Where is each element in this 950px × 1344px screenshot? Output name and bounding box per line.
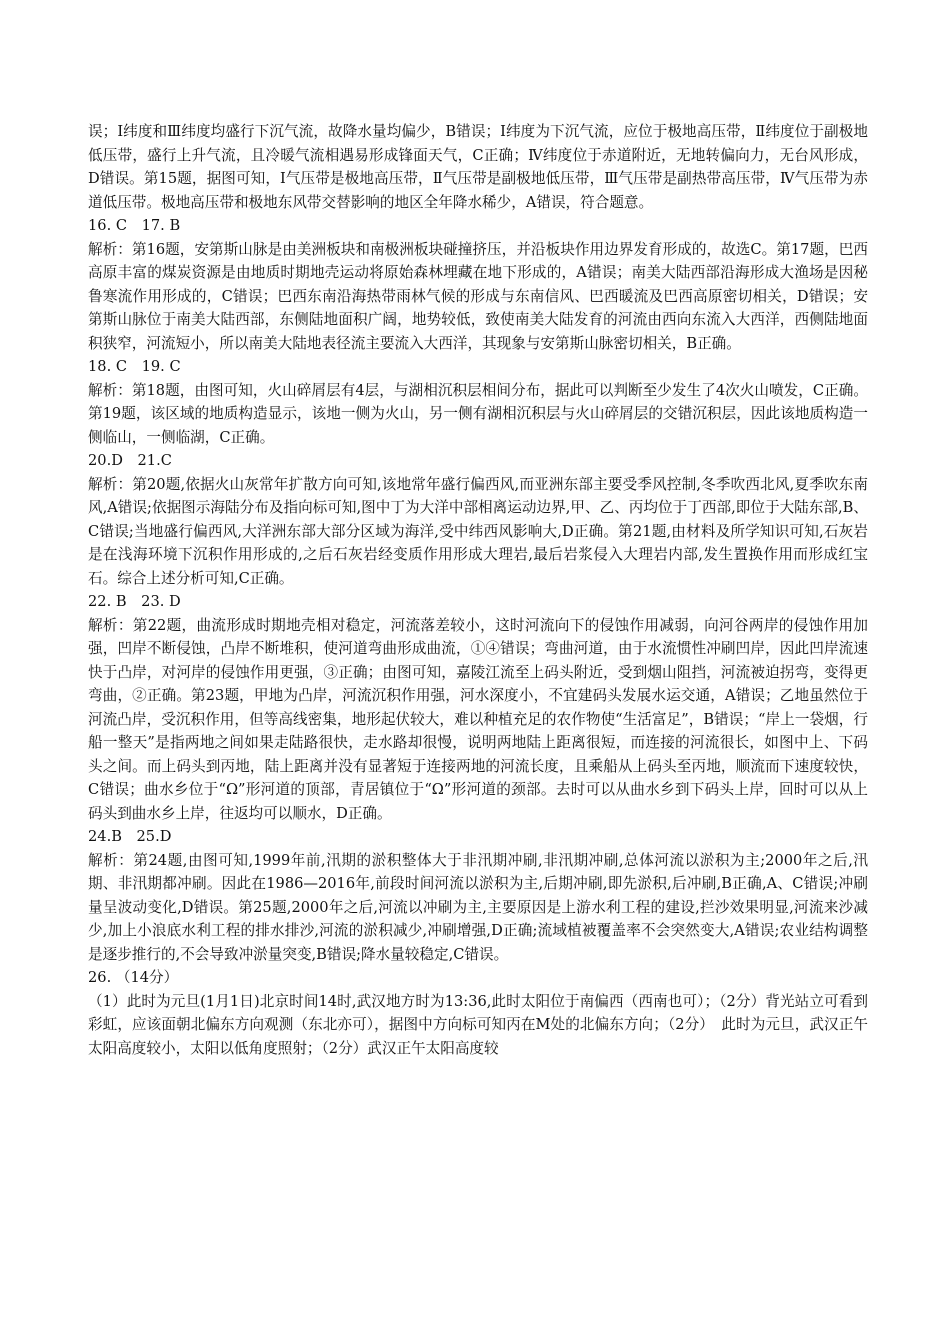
answer-line-16-17: 16. C 17. B [88, 217, 181, 234]
answer-document [88, 120, 868, 1060]
paragraph-explanation-16-17: 解析：第16题，安第斯山脉是由美洲板块和南极洲板块碰撞挤压，并沿板块作用边界发育形成的，故选C。第17题，巴西高原丰富的煤炭资源是由地质时期地壳运动将原始森林埋藏在地下形成的，A错误；南美大陆西部沿海形成大渔场是因秘鲁寒流作用形成的，C错误；巴西东南沿海热带雨林气候的形成与东南信风、巴西暖流及巴西高原密切相关，D错误；安第斯山脉位于南美大陆西部，东侧陆地面积广阔，地势较低，致使南美大陆发育的河流由西向东流入大西洋，西侧陆地面积狭窄，河流短小，所以南美大陆地表径流主要流入大西洋，其现象与安第斯山脉密切相关，B正确。 [88, 240, 868, 352]
answer-line-22-23: 22. B 23. D [88, 593, 181, 610]
answer-line-20-21: 20.D 21.C [88, 452, 172, 469]
paragraph-explanation-20-21: 解析：第20题,依据火山灰常年扩散方向可知,该地常年盛行偏西风,而亚洲东部主要受季风控制,冬季吹西北风,夏季吹东南风,A错误;依据图示海陆分布及指向标可知,图中丁为大洋中部相离运动边界,甲、乙、丙均位于丁西部,即位于大陆东部,B、C错误;当地盛行偏西风,大洋洲东部大部分区域为海洋,受中纬西风影响大,D正确。第21题,由材料及所学知识可知,石灰岩是在浅海环境下沉积作用形成的,之后石灰岩经变质作用形成大理岩,最后岩浆侵入大理岩内部,发生置换作用而形成红宝石。综合上述分析可知,C正确。 [88, 475, 868, 587]
paragraph-explanation-24-25: 解析：第24题,由图可知,1999年前,汛期的淤积整体大于非汛期冲刷,非汛期冲刷,总体河流以淤积为主;2000年之后,汛期、非汛期都冲刷。因此在1986—2016年,前段时间河流以淤积为主,后期冲刷,即先淤积,后冲刷,B正确,A、C错误;冲刷量呈波动变化,D错误。第25题,2000年之后,河流以冲刷为主,主要原因是上游水利工程的建设,拦沙效果明显,河流来沙减少,加上小浪底水利工程的排水排沙,河流的淤积减少,冲刷增强,D正确;流域植被覆盖率不会突然变大,A错误;农业结构调整是逐步推行的,不会导致冲淤量突变,B错误;降水量较稳定,C错误。 [88, 851, 868, 963]
paragraph-1: 误；Ⅰ纬度和Ⅲ纬度均盛行下沉气流，故降水量均偏少，B错误；Ⅰ纬度为下沉气流，应位于极地高压带，Ⅱ纬度位于副极地低压带，盛行上升气流，且冷暖气流相遇易形成锋面天气，C正确；Ⅳ纬度位于赤道附近，无地转偏向力，无台风形成，D错误。第15题，据图可知，Ⅰ气压带是极地高压带，Ⅱ气压带是副极地低压带，Ⅲ气压带是副热带高压带，Ⅳ气压带为赤道低压带。极地高压带和极地东风带交替影响的地区全年降水稀少，A错误，符合题意。 [88, 123, 868, 211]
answer-line-24-25: 24.B 25.D [88, 828, 172, 845]
paragraph-explanation-22-23: 解析：第22题，曲流形成时期地壳相对稳定，河流落差较小，这时河流向下的侵蚀作用减弱，向河谷两岸的侵蚀作用加强，凹岸不断侵蚀，凸岸不断堆积，使河道弯曲形成曲流，①④错误；弯曲河道，由于水流惯性冲刷凹岸，因此凹岸流速快于凸岸，对河岸的侵蚀作用更强，③正确；由图可知，嘉陵江流至上码头附近，受到烟山阻挡，河流被迫拐弯，变得更弯曲，②正确。第23题，甲地为凸岸，河流沉积作用强，河水深度小，不宜建码头发展水运交通，A错误；乙地虽然位于河流凸岸，受沉积作用，但等高线密集，地形起伏较大，难以种植充足的农作物使“生活富足”，B错误；“岸上一袋烟，行船一整天”是指两地之间如果走陆路很快，走水路却很慢，说明两地陆上距离很短，而连接的河流很长，如图中上、下码头之间。而上码头到丙地，陆上距离并没有显著短于连接两地的河流长度，且乘船从上码头至丙地，顺流而下速度较快，C错误；曲水乡位于“Ω”形河道的顶部，青居镇位于“Ω”形河道的颈部。去时可以从曲水乡到下码头上岸，回时可以从上码头到曲水乡上岸，往返均可以顺水，D正确。 [88, 616, 868, 822]
paragraph-explanation-18-19: 解析：第18题，由图可知，火山碎屑层有4层，与湖相沉积层相间分布，据此可以判断至少发生了4次火山喷发，C正确。第19题，该区域的地质构造显示，该地一侧为火山，另一侧有湖相沉积层与火山碎屑层的交错沉积层，因此该地质构造一侧临山，一侧临湖，C正确。 [88, 381, 868, 446]
paragraph-answer-26-1: （1）此时为元旦(1月1日)北京时间14时,武汉地方时为13:36,此时太阳位于南偏西（西南也可）；（2分）背光站立可看到彩虹，应该面朝北偏东方向观测（东北亦可），据图中方向标可知丙在M处的北偏东方向；（2分） 此时为元旦，武汉正午太阳高度较小，太阳以低角度照射；（2分）武汉正午太阳高度较 [88, 992, 868, 1057]
answer-line-26: 26. （14分） [88, 969, 179, 986]
answer-line-18-19: 18. C 19. C [88, 358, 181, 375]
